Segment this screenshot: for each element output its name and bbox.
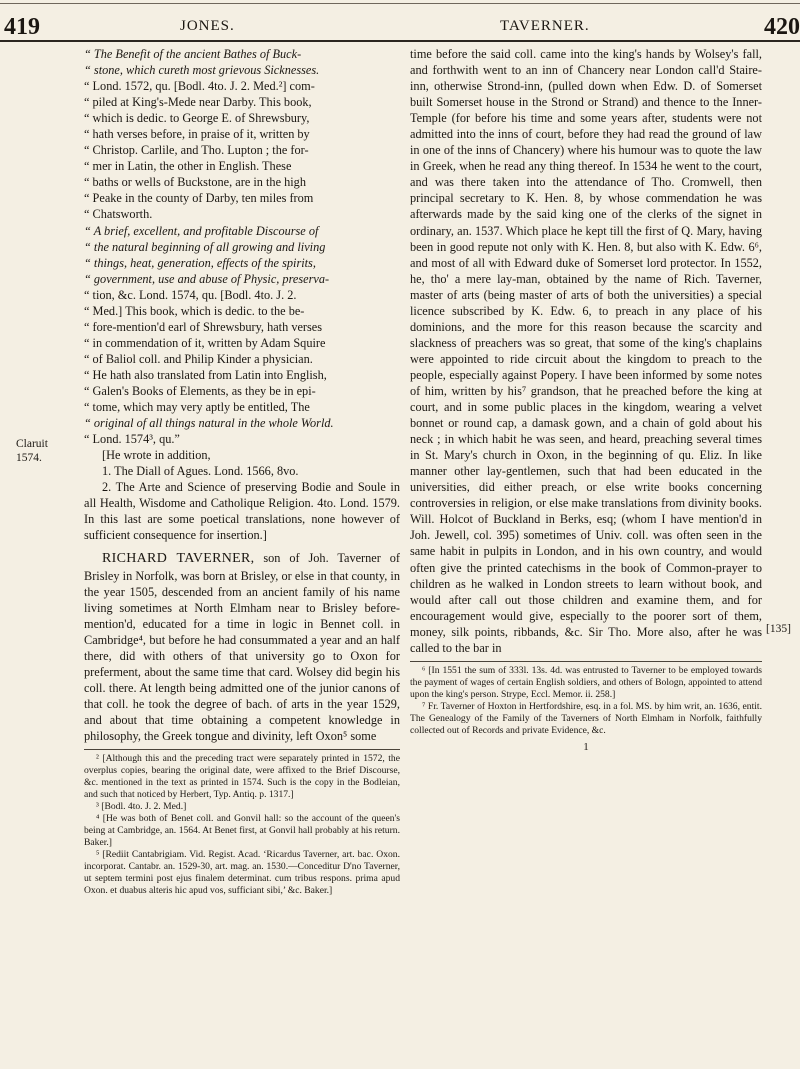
footnote-rule-left bbox=[84, 749, 400, 750]
right-column bbox=[410, 46, 762, 755]
biography-paragraph bbox=[84, 550, 400, 744]
margin-note-claruit bbox=[16, 437, 48, 465]
quote-line: “ fore-mention'd earl of Shrewsbury, hath verses bbox=[84, 319, 323, 334]
footnote-rule-right bbox=[410, 661, 762, 662]
signature-mark: 1 bbox=[583, 740, 589, 753]
footnote-2: ² [Although this and the preceding tract were separately printed in 1572, the overplus copies, bearing the original date, were affixed to the Brief Discourse, &c. mentioned in the text as printed in 1574. Such is the copy in the Bodleian, and such that noticed by Herbert, Typ. Antiq. p. 1317.] bbox=[84, 753, 400, 801]
header-bottom-rule bbox=[0, 40, 800, 42]
running-head-left: JONES. bbox=[180, 18, 235, 34]
quote-line: “ hath verses before, in praise of it, written by bbox=[84, 127, 310, 142]
margin-note-claruit-label: Claruit bbox=[16, 438, 48, 450]
margin-note-ref: [135] bbox=[766, 623, 791, 635]
wrote-intro: [He wrote in addition, bbox=[102, 448, 211, 463]
footnote-7: ⁷ Fr. Taverner of Hoxton in Hertfordshire, esq. in a fol. MS. by him writ, an. 1636, entit. The Genealogy of the Family of the Taverners of North Elmham in Norfolk, faithfully collected out of Records and private Evidence, &c. bbox=[410, 700, 762, 736]
quote-line: “ He hath also translated from Latin into English, bbox=[84, 367, 327, 382]
footnote-3: ³ [Bodl. 4to. J. 2. Med.] bbox=[96, 801, 187, 813]
quote-line: “ original of all things natural in the whole World. bbox=[84, 416, 334, 431]
margin-note-claruit-year: 1574. bbox=[16, 452, 42, 464]
quote-line: “ of Baliol coll. and Philip Kinder a physician. bbox=[84, 351, 313, 366]
left-column bbox=[84, 46, 400, 897]
quote-line: “ things, heat, generation, effects of the spirits, bbox=[84, 255, 316, 270]
quote-line: “ mer in Latin, the other in English. These bbox=[84, 159, 292, 174]
quote-line: “ Lond. 1572, qu. [Bodl. 4to. J. 2. Med.²] com- bbox=[84, 79, 315, 94]
quote-line: “ Lond. 1574³, qu.” bbox=[84, 432, 180, 447]
quote-line: “ Christop. Carlile, and Tho. Lupton ; the for- bbox=[84, 143, 309, 158]
quote-line: “ Galen's Books of Elements, as they be in epi- bbox=[84, 383, 316, 398]
running-head-right: TAVERNER. bbox=[500, 18, 590, 34]
footnote-4: ⁴ [He was both of Benet coll. and Gonvil hall: so the account of the queen's being at Cambridge, an. 1564. At Benet first, at Gonvil hall probably at his return. Baker.] bbox=[84, 813, 400, 849]
quote-line: “ Med.] This book, which is dedic. to the be- bbox=[84, 303, 305, 318]
quote-line: “ The Benefit of the ancient Bathes of Buck- bbox=[84, 47, 302, 61]
entry-name: RICHARD TAVERNER, bbox=[102, 551, 255, 567]
quote-line: “ baths or wells of Buckstone, are in the high bbox=[84, 175, 306, 190]
quote-line: “ in commendation of it, written by Adam Squire bbox=[84, 335, 326, 350]
quote-line: “ Peake in the county of Darby, ten miles from bbox=[84, 191, 314, 206]
page-header bbox=[0, 0, 800, 44]
quote-line: “ government, use and abuse of Physic, preserva- bbox=[84, 271, 330, 286]
quote-line: “ the natural beginning of all growing and living bbox=[84, 239, 326, 254]
quote-line: “ Chatsworth. bbox=[84, 207, 153, 222]
quote-line: “ piled at King's-Mede near Darby. This book, bbox=[84, 95, 312, 110]
footnote-5: ⁵ [Rediit Cantabrigiam. Vid. Regist. Acad. ‘Ricardus Taverner, art. bac. Oxon. incorporat. Cantabr. an. 1529-30, art. mag. an. 1530.—Conceditur D'no Taverner, ut septem termini post ejus finalem determinat. cum tribus respons. prima apud Oxon. et duabus alteris hic apud vos, sufficiant sibi,’ &c. Baker.] bbox=[84, 849, 400, 897]
header-top-rule bbox=[0, 3, 800, 4]
page-number-right: 420 bbox=[764, 14, 800, 40]
quote-line: “ which is dedic. to George E. of Shrewsbury, bbox=[84, 111, 310, 126]
footnote-6: ⁶ [In 1551 the sum of 333l. 13s. 4d. was entrusted to Taverner to be employed towards the payment of wages of certain English soldiers, and others of Bologn, appointed to attend upon the king's person. Strype, Eccl. Memor. ii. 258.] bbox=[410, 664, 762, 700]
biography-continuation: time before the said coll. came into the king's hands by Wolsey's fall, and forthwith went to an inn of Chancery near London call'd Staire-inn, otherwise Strond-inn, (pulled down when Edw. D. of Somerset built Somerset house in the Strond or Strand) and thence to the Inner-Temple (for before his time and some years after, students were not admitted into the inns of court, before they had read the ground of law in one of the inns of Chancery) where his humour was to quote the law in Greek, when he read any thing thereof. In 1534 he went to the court, and was there taken into the attendance of Tho. Cromwell, then principal secretary to K. Hen. 8, by whose commendation he was afterwards made by the said king one of the clerks of the signet in ordinary, an. 1537. Which place he kept till the first of Q. Mary, having been in good repute not only with K. Hen. 8, but also with K. Edw. 6⁶, and most of all with Edward duke of Somerset lord protector. In 1552, he, tho' a mere lay-man, obtained by the name of Rich. Taverner, master of arts (being master of arts of both the universities) a special licence subscribed by K. Edw. 6, to preach in any place of his dominions, and the more for this reason because the scarcity and slackness of preachers was so great, that some of the king's chaplains were appointed to ride circuit about the kingdom to preach to the people, especially against Popery. I have been informed by some notes of him, written by his⁷ grandson, that he preached before the king at court, and in some public places in the kingdom, wearing a velvet bonnet or round cap, a damask gown, and a chain of gold about his neck ; in which habit he was seen, and heard, preaching several times in St. Mary's church in Oxon, in the beginning of qu. Eliz. In like manner other lay-gentlemen, such that had been educated in the universities, did either preach, or else write books concerning controversies in religion, or else make translations from divinity books. Will. Holcot of Buckland in Berks, esq; (whom I have mention'd in Joh. Jewell, col. 395) sometimes of Univ. coll. was often seen in the same habit in pulpits in London, and in his own country, and would often give the printed catechisms in the book of Common-prayer to children as he walked in London streets to learn without book, and would after call out those children and examine them, and for encouragement would give, especially to the poorer sort of them, money, silk points, ribbands, &c. Sir Tho. More also, after he was called to the bar in bbox=[410, 47, 762, 655]
quote-line: “ tion, &c. Lond. 1574, qu. [Bodl. 4to. J. 2. bbox=[84, 287, 297, 302]
wrote-item-1: 1. The Diall of Agues. Lond. 1566, 8vo. bbox=[102, 464, 299, 479]
page-number-left: 419 bbox=[4, 14, 40, 40]
paragraph-gap bbox=[84, 543, 400, 550]
wrote-item-2: 2. The Arte and Science of preserving Bodie and Soule in all Health, Wisdome and Catholique Religion. 4to. Lond. 1579. In this last are some poetical translations, none however of sufficient consequence for insertion.] bbox=[84, 480, 400, 543]
quote-line: “ stone, which cureth most grievous Sicknesses. bbox=[84, 63, 320, 78]
quote-line: “ tome, which may very aptly be entitled, The bbox=[84, 400, 310, 415]
quote-line: “ A brief, excellent, and profitable Discourse of bbox=[84, 223, 319, 238]
biography-text: son of Joh. Taverner of Brisley in Norfolk, was born at Brisley, or else in that county, in the year 1505, descended from an ancient family of his name living sometimes at North Elmham near to Brisley before-mention'd, educated for a time in logic in Bennet coll. in Cambridge⁴, but before he had consummated a year and an half there, did with others of that university go to Oxon for preferment, about the same time that card. Wolsey did begin his coll. there. At length being admitted one of the junior canons of that coll. he took the degree of bach. of arts in the year 1529, and about that time obtaining a competent knowledge in philosophy, the Greek tongue and divinity, left Oxon⁵ some bbox=[84, 551, 401, 743]
